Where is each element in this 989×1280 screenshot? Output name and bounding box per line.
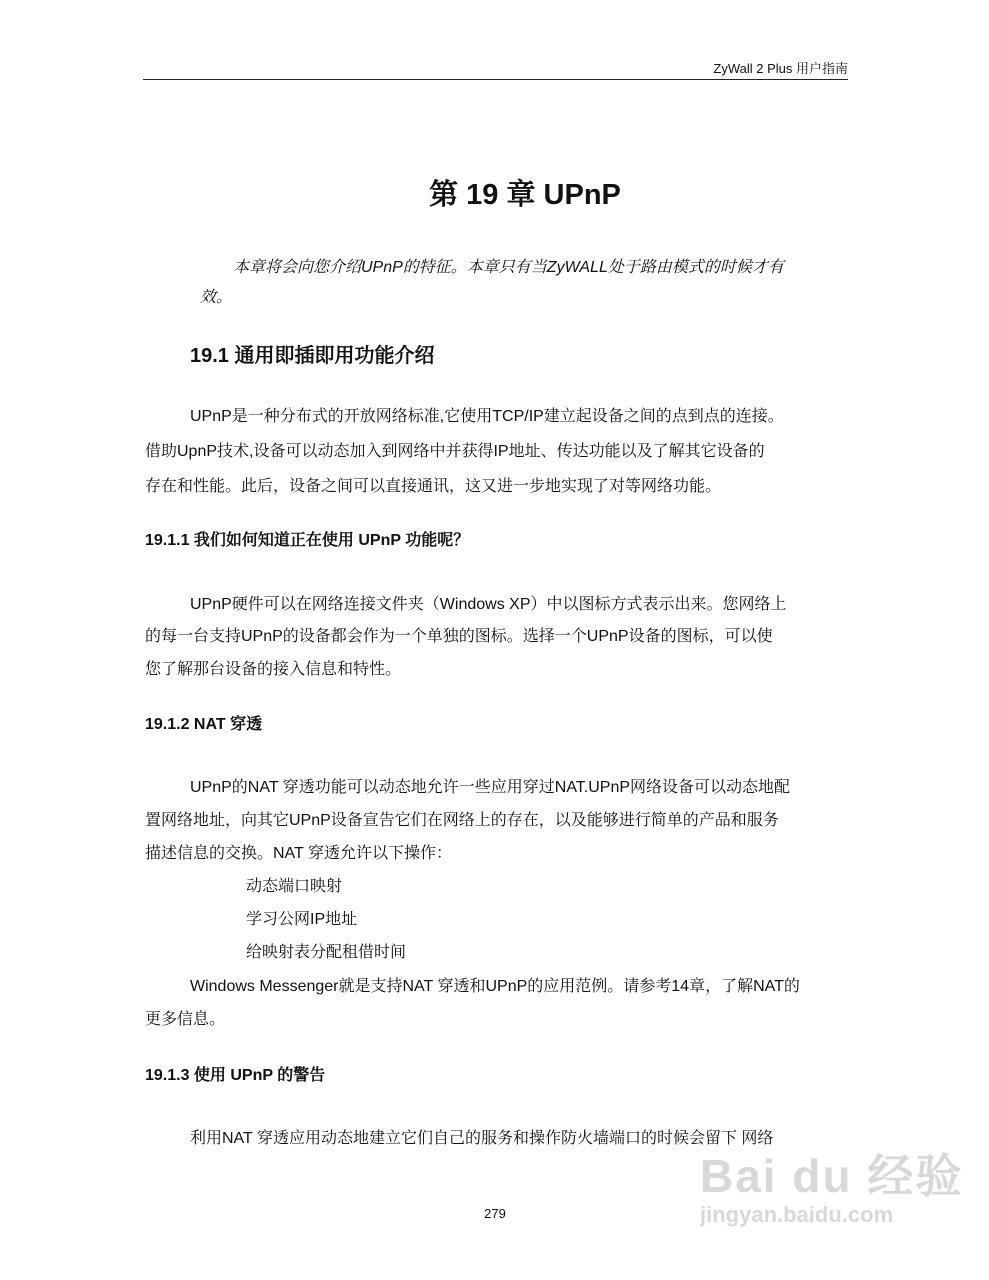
paragraph-line: UPnP是一种分布式的开放网络标准,它使用TCP/IP建立起设备之间的点到点的连接。 <box>190 408 784 425</box>
subsection-heading: 19.1.3 使用 UPnP 的警告 <box>145 1067 326 1084</box>
list-item: 动态端口映射 <box>246 878 343 895</box>
paragraph-line: 您了解那台设备的接入信息和特性。 <box>145 661 402 678</box>
intro-line: 本章将会向您介绍UPnP的特征。本章只有当ZyWALL处于路由模式的时候才有 <box>233 259 784 276</box>
paragraph-line: 置网络地址，向其它UPnP设备宣告它们在网络上的存在，以及能够进行简单的产品和服务 <box>145 812 779 829</box>
paragraph-line: 借助UpnP技术,设备可以动态加入到网络中并获得IP地址、传达功能以及了解其它设备的 <box>145 443 765 460</box>
paragraph-line: 的每一台支持UPnP的设备都会作为一个单独的图标。选择一个UPnP设备的图标，可以使 <box>145 628 773 645</box>
subsection-heading: 19.1.1 我们如何知道正在使用 UPnP 功能呢？ <box>145 532 470 549</box>
paragraph-line: 更多信息。 <box>145 1011 226 1028</box>
watermark-url: jingyan.baidu.com <box>700 1202 894 1227</box>
paragraph-line: UPnP的NAT 穿透功能可以动态地允许一些应用穿过NAT.UPnP网络设备可以动态地配 <box>190 779 791 796</box>
watermark-logo: Bai du 经验 <box>700 1150 964 1202</box>
paragraph-line: UPnP硬件可以在网络连接文件夹（Windows XP）中以图标方式表示出来。您网络上 <box>190 596 787 613</box>
baidu-watermark <box>700 1140 963 1228</box>
intro-line: 效。 <box>200 289 233 306</box>
subsection-heading: 19.1.2 NAT 穿透 <box>145 716 263 733</box>
running-header: ZyWall 2 Plus 用户指南 <box>713 61 848 76</box>
list-item: 学习公网IP地址 <box>246 911 358 928</box>
paragraph-line: Windows Messenger就是支持NAT 穿透和UPnP的应用范例。请参考14章，了解NAT的 <box>190 978 800 995</box>
page-number: 279 <box>484 1206 506 1221</box>
paragraph-line: 存在和性能。此后，设备之间可以直接通讯，这又进一步地实现了对等网络功能。 <box>145 478 722 495</box>
paragraph-line: 描述信息的交换。NAT 穿透允许以下操作： <box>145 845 452 862</box>
chapter-title: 第 19 章 UPnP <box>429 179 621 211</box>
section-heading: 19.1 通用即插即用功能介绍 <box>190 345 435 367</box>
list-item: 给映射表分配租借时间 <box>246 944 407 961</box>
header-rule <box>143 79 848 80</box>
paragraph-line: 利用NAT 穿透应用动态地建立它们自己的服务和操作防火墙端口的时候会留下 网络 <box>190 1130 774 1147</box>
